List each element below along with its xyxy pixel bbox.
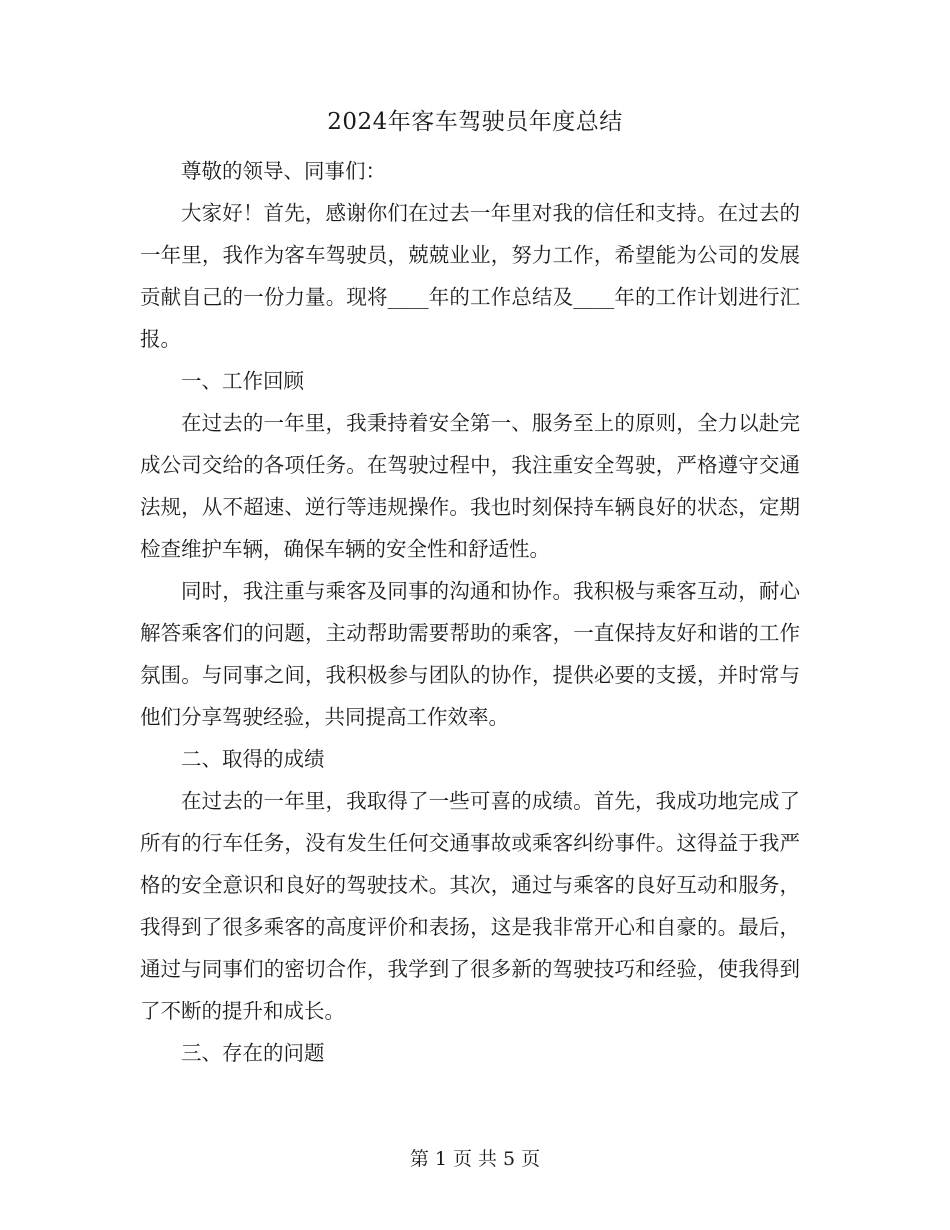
page-footer: 第 1 页 共 5 页 xyxy=(409,1148,541,1170)
paragraph-communication: 同时，我注重与乘客及同事的沟通和协作。我积极与乘客互动，耐心解答乘客们的问题，主动帮助需要帮助的乘客，一直保持友好和谐的工作氛围。与同事之间，我积极参与团队的协作，提供必要的支援，并时常与他们分享驾驶经验，共同提高工作效率。 xyxy=(140,579,800,729)
paragraph-intro: 大家好！首先，感谢你们在过去一年里对我的信任和支持。在过去的一年里，我作为客车驾驶员，兢兢业业，努力工作，希望能为公司的发展贡献自己的一份力量。现将____年的工作总结及____年的工作计划进行汇报。 xyxy=(140,201,800,351)
section-heading-problems: 三、存在的问题 xyxy=(181,1041,325,1065)
salutation: 尊敬的领导、同事们： xyxy=(181,159,386,183)
section-heading-achievements: 二、取得的成绩 xyxy=(181,747,325,771)
section-heading-work-review: 一、工作回顾 xyxy=(181,369,304,393)
document-body xyxy=(140,150,800,1074)
paragraph-work-review: 在过去的一年里，我秉持着安全第一、服务至上的原则，全力以赴完成公司交给的各项任务。在驾驶过程中，我注重安全驾驶，严格遵守交通法规，从不超速、逆行等违规操作。我也时刻保持车辆良好的状态，定期检查维护车辆，确保车辆的安全性和舒适性。 xyxy=(140,411,800,561)
document-title: 2024年客车驾驶员年度总结 xyxy=(327,109,623,135)
paragraph-achievements: 在过去的一年里，我取得了一些可喜的成绩。首先，我成功地完成了所有的行车任务，没有发生任何交通事故或乘客纠纷事件。这得益于我严格的安全意识和良好的驾驶技术。其次，通过与乘客的良好互动和服务，我得到了很多乘客的高度评价和表扬，这是我非常开心和自豪的。最后，通过与同事们的密切合作，我学到了很多新的驾驶技巧和经验，使我得到了不断的提升和成长。 xyxy=(140,789,800,1023)
